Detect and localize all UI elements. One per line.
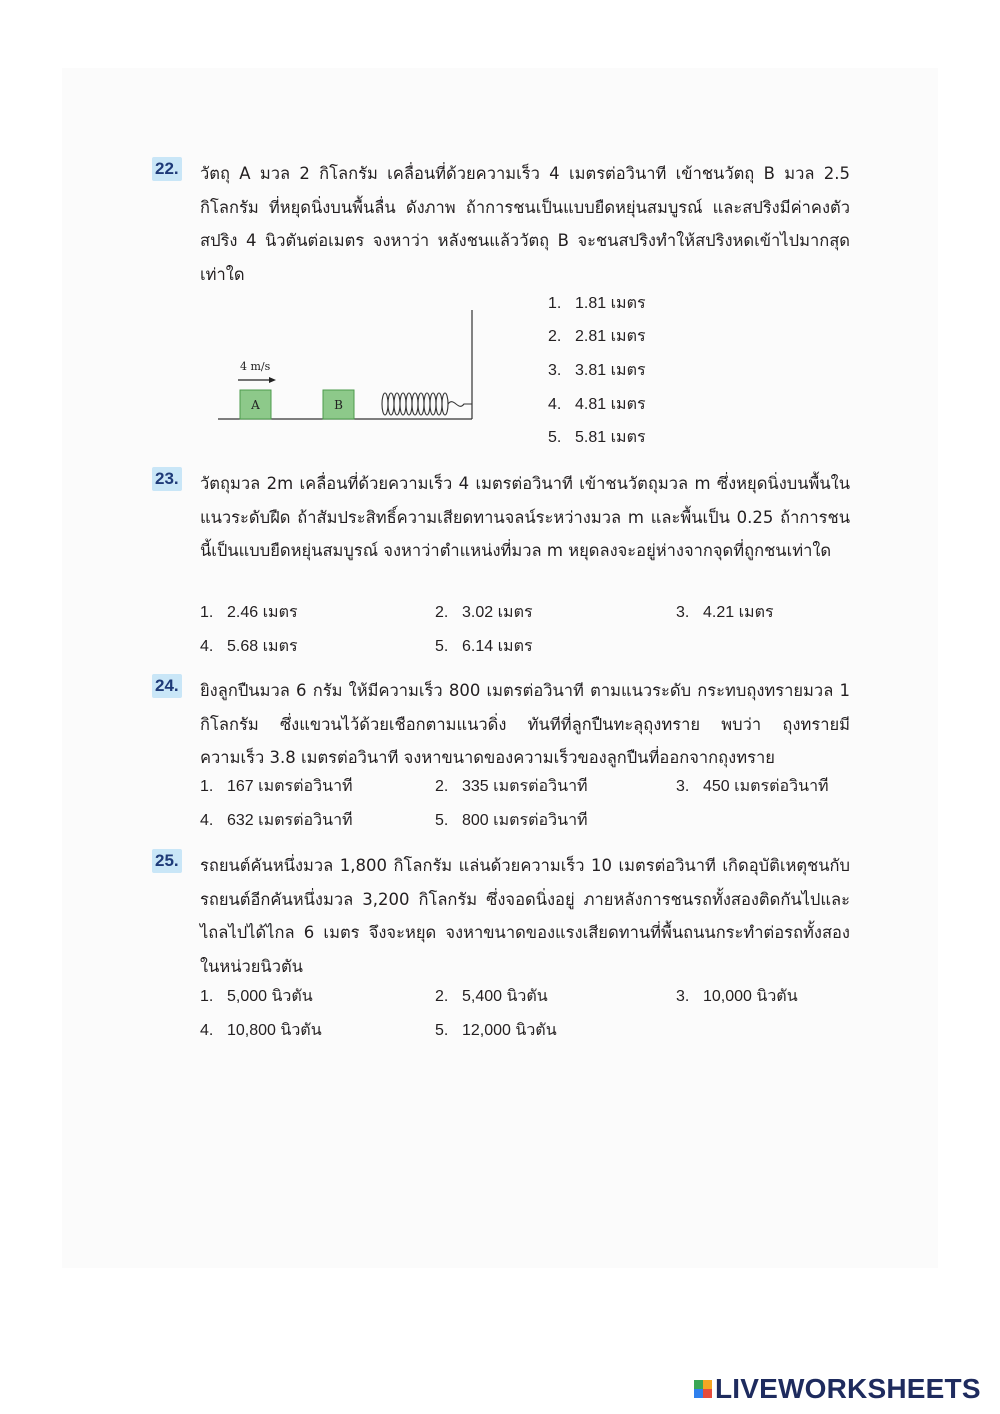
question-number: 25. [152, 849, 182, 873]
block-a-label: A [251, 398, 260, 412]
question-number: 22. [152, 157, 182, 181]
choice-4[interactable]: 4. 10,800 นิวตัน [200, 1022, 322, 1039]
choice-3[interactable]: 3. 10,000 นิวตัน [676, 988, 798, 1005]
choice-1[interactable]: 1. 5,000 นิวตัน [200, 988, 313, 1005]
logo-text: LIVEWORKSHEETS [715, 1373, 981, 1404]
logo-mark-icon [694, 1380, 712, 1398]
question-text: วัตถุ A มวล 2 กิโลกรัม เคลื่อนที่ด้วยความเร็ว 4 เมตรต่อวินาที เข้าชนวัตถุ B มวล 2.5 กิโลกรัม ที่หยุดนิ่งบนพื้นลื่น ดังภาพ ถ้าการชนเป็นแบบยืดหยุ่นสมบูรณ์ และสปริงมีค่าคงตัวสปริง 4 นิวตันต่อเมตร จงหาว่า หลังชนแล้ววัตถุ B จะชนสปริงทำให้สปริงหดเข้าไปมากสุดเท่าใด [200, 164, 850, 284]
velocity-label: 4 m/s [240, 360, 271, 373]
spring [382, 393, 472, 415]
choice-1[interactable]: 1. 1.81 เมตร [548, 295, 646, 312]
choice-1[interactable]: 1. 2.46 เมตร [200, 604, 298, 621]
choice-2[interactable]: 2. 5,400 นิวตัน [435, 988, 548, 1005]
question-text: วัตถุมวล 2m เคลื่อนที่ด้วยความเร็ว 4 เมตรต่อวินาที เข้าชนวัตถุมวล m ซึ่งหยุดนิ่งบนพื้นในแนวระดับฝืด ถ้าสัมประสิทธิ์ความเสียดทานจลน์ระหว่างมวล m และพื้นเป็น 0.25 ถ้าการชนนี้เป็นแบบยืดหยุ่นสมบูรณ์ จงหาว่าตำแหน่งที่มวล m หยุดลงจะอยู่ห่างจากจุดที่ถูกชนเท่าใด [200, 474, 850, 560]
choice-4[interactable]: 4. 4.81 เมตร [548, 396, 646, 413]
liveworksheets-logo[interactable] [694, 1374, 981, 1404]
choice-4[interactable]: 4. 632 เมตรต่อวินาที [200, 812, 353, 829]
choice-5[interactable]: 5. 800 เมตรต่อวินาที [435, 812, 588, 829]
choice-2[interactable]: 2. 335 เมตรต่อวินาที [435, 778, 588, 795]
choice-3[interactable]: 3. 450 เมตรต่อวินาที [676, 778, 829, 795]
choice-2[interactable]: 2. 3.02 เมตร [435, 604, 533, 621]
choice-5[interactable]: 5. 5.81 เมตร [548, 429, 646, 446]
question-number: 23. [152, 467, 182, 491]
choice-5[interactable]: 5. 12,000 นิวตัน [435, 1022, 557, 1039]
question-text: รถยนต์คันหนึ่งมวล 1,800 กิโลกรัม แล่นด้วยความเร็ว 10 เมตรต่อวินาที เกิดอุบัติเหตุชนกับรถยนต์อีกคันหนึ่งมวล 3,200 กิโลกรัม ซึ่งจอดนิ่งอยู่ ภายหลังการชนรถทั้งสองติดกันไปและไถลไปได้ไกล 6 เมตร จึงจะหยุด จงหาขนาดของแรงเสียดทานที่พื้นถนนกระทำต่อรถทั้งสองในหน่วยนิวตัน [200, 856, 850, 976]
question-number: 24. [152, 674, 182, 698]
choice-3[interactable]: 3. 3.81 เมตร [548, 362, 646, 379]
question-text: ยิงลูกปืนมวล 6 กรัม ให้มีความเร็ว 800 เมตรต่อวินาที ตามแนวระดับ กระทบถุงทรายมวล 1 กิโลกรัม ซึ่งแขวนไว้ด้วยเชือกตามแนวดิ่ง ทันทีที่ลูกปืนทะลุถุงทราย พบว่า ถุงทรายมีความเร็ว 3.8 เมตรต่อวินาที จงหาขนาดของความเร็วของลูกปืนที่ออกจากถุงทราย [200, 681, 850, 767]
choice-3[interactable]: 3. 4.21 เมตร [676, 604, 774, 621]
choice-2[interactable]: 2. 2.81 เมตร [548, 328, 646, 345]
choice-1[interactable]: 1. 167 เมตรต่อวินาที [200, 778, 353, 795]
choice-4[interactable]: 4. 5.68 เมตร [200, 638, 298, 655]
block-b-label: B [334, 398, 343, 412]
collision-diagram [218, 300, 478, 430]
velocity-arrowhead [269, 377, 276, 383]
choice-5[interactable]: 5. 6.14 เมตร [435, 638, 533, 655]
